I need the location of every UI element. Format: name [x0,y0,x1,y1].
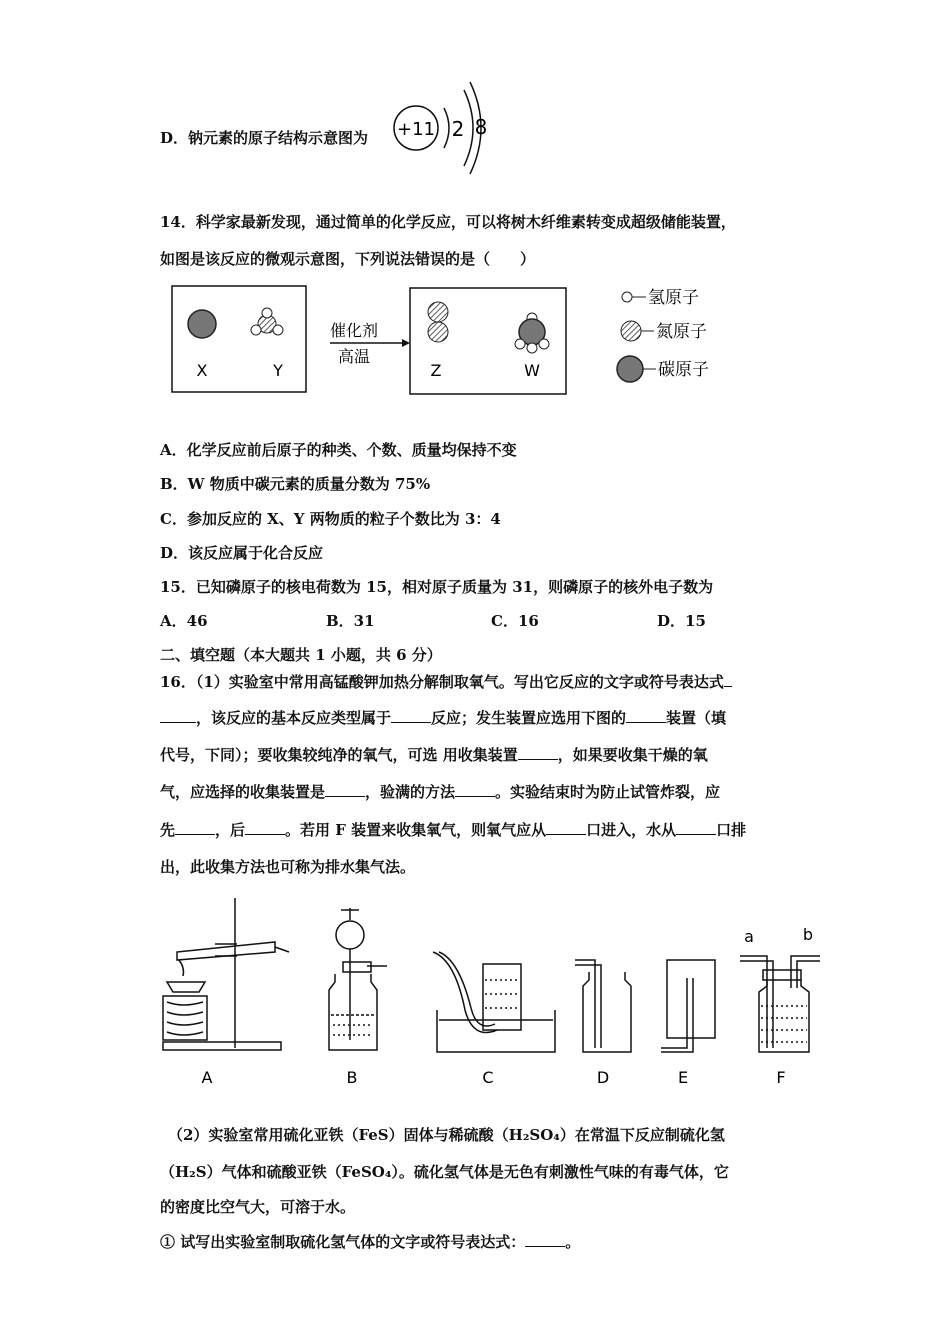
blank-9 [546,820,586,835]
apparatus-label-b: B [346,1068,358,1087]
blank-7 [175,820,215,835]
q16-line1: 16．（1）实验室中常用高锰酸钾加热分解制取氧气。写出它反应的文字或符号表达式 [160,672,732,692]
apparatus-label-e: E [677,1068,689,1087]
shell-2-count: 8 [474,115,488,139]
apparatus-f [740,956,820,1052]
label-y: Y [273,361,283,380]
q15-option-d: D．15 [657,612,706,630]
molecule-w [515,313,549,353]
apparatus-label-d: D [596,1068,610,1087]
molecule-z [428,302,448,342]
apparatus-c [433,952,555,1052]
apparatus-label-a: A [201,1068,213,1087]
q15-option-a: A．46 [160,612,208,630]
label-w: W [524,361,540,380]
arrow-condition-top: 催化剂 [329,321,379,340]
reaction-diagram [170,284,730,398]
legend-nitrogen-label: 氮原子 [656,322,707,342]
blank-1a [724,672,732,687]
q16-part2-line3: 的密度比空气大，可溶于水。 [160,1198,356,1216]
shell-arc-2 [464,90,473,166]
q16-line5: 先 ，后 。若用 F 装置来收集氧气，则氧气应从 口进入，水从 口排 [160,821,747,839]
q14-option-d: D．该反应属于化合反应 [160,544,324,562]
q14-stem-line1: 14．科学家最新发现，通过简单的化学反应，可以将树木纤维素转变成超级储能装置， [160,213,736,231]
q15-option-b: B．31 [326,612,375,630]
blank-8 [245,820,285,835]
q16-part2-line4: ① 试写出实验室制取硫化氢气体的文字或符号表达式： 。 [160,1233,581,1251]
apparatus-b [329,908,387,1050]
q16-line6: 出，此收集方法也可称为排水集气法。 [160,858,416,876]
blank-10 [676,820,716,835]
apparatus-label-c: C [482,1068,494,1087]
arrow-head [402,339,410,347]
section-2-heading: 二、填空题（本大题共 1 小题，共 6 分） [160,646,442,664]
legend-carbon-icon [617,356,643,382]
blank-6 [455,782,495,797]
apparatus-f-port-b: b [802,925,814,944]
shell-1-count: 2 [451,117,465,141]
label-x: X [196,361,208,380]
q15-stem: 15．已知磷原子的核电荷数为 15，相对原子质量为 31，则磷原子的核外电子数为 [160,578,714,596]
apparatus-d [575,960,631,1052]
blank-5 [325,782,365,797]
q13-option-d: D．钠元素的原子结构示意图为 [160,129,369,147]
legend-hydrogen-label: 氢原子 [648,288,699,308]
sodium-atom-diagram [388,80,498,175]
blank-3 [626,708,666,723]
q14-option-c: C．参加反应的 X、Y 两物质的粒子个数比为 3：4 [160,510,501,528]
legend-carbon-label: 碳原子 [658,360,709,380]
blank-2 [391,708,431,723]
nucleus-charge: +11 [397,119,435,140]
q16-line4: 气，应选择的收集装置是 ，验满的方法 。实验结束时为防止试管炸裂，应 [160,783,721,801]
legend-nitrogen-icon [621,321,641,341]
molecule-y [251,308,283,335]
apparatus-a [163,898,289,1050]
q16-part2-line1: （2）实验室常用硫化亚铁（FeS）固体与稀硫酸（H₂SO₄）在常温下反应制硫化氢 [168,1126,725,1144]
blank-4 [518,745,558,760]
blank-11 [525,1232,565,1247]
q14-option-a: A．化学反应前后原子的种类、个数、质量均保持不变 [160,441,517,459]
apparatus-f-port-a: a [744,927,754,946]
label-z: Z [430,361,442,380]
apparatus-e [661,960,715,1052]
carbon-atom-x [188,310,216,338]
q15-option-c: C．16 [491,612,539,630]
legend-hydrogen-icon [622,292,632,302]
shell-arc-1 [444,108,449,148]
q16-line3: 代号，下同）；要收集较纯净的氧气，可选 用收集装置 ，如果要收集干燥的氧 [160,746,708,764]
q16-part2-line2: （H₂S）气体和硫酸亚铁（FeSO₄）。硫化氢气体是无色有刺激性气味的有毒气体，它 [160,1163,729,1181]
q14-stem-line2: 如图是该反应的微观示意图，下列说法错误的是（ ） [160,250,536,268]
q16-line2: ，该反应的基本反应类型属于 反应；发生装置应选用下图的 装置（填 [160,708,726,728]
apparatus-figure [155,890,835,1090]
arrow-condition-bottom: 高温 [337,347,371,366]
reactant-box [172,286,306,392]
q14-option-b: B．W 物质中碳元素的质量分数为 75% [160,475,431,493]
blank-1b [160,708,196,723]
apparatus-label-f: F [776,1068,786,1087]
